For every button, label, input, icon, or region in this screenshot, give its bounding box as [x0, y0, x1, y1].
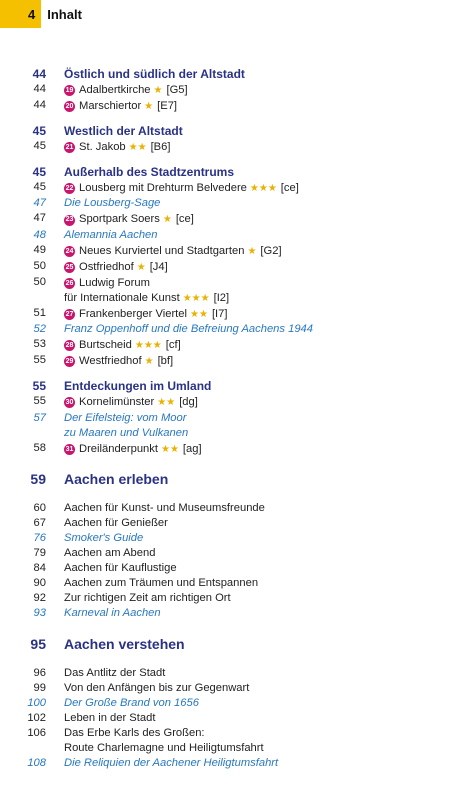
page-ref: 95: [30, 635, 46, 652]
toc-entry[interactable]: [0, 756, 451, 771]
entry-title: Ludwig Forum: [79, 276, 150, 289]
page-ref: 45: [32, 124, 46, 139]
page-ref: 45: [33, 140, 46, 153]
toc-entry[interactable]: [0, 426, 451, 441]
entry-title: Karneval in Aachen: [64, 607, 161, 620]
entry-text-group: [64, 66, 245, 82]
entry-text-group: [64, 606, 161, 621]
section-spacer: [0, 488, 451, 501]
entry-text-group: [64, 591, 231, 606]
entry-text-group: [64, 123, 183, 139]
entry-title: Alemannia Aachen: [64, 228, 158, 241]
page-ref: 44: [32, 67, 46, 81]
page-ref: 100: [27, 696, 46, 709]
rating-stars: ★★★: [134, 340, 162, 352]
toc-entry[interactable]: [0, 322, 451, 337]
entry-text-group: [64, 260, 168, 275]
entry-text-group: [64, 576, 258, 591]
page-header: [0, 0, 82, 28]
entry-title: Die Reliquien der Aachener Heiligtumsfahrt: [64, 757, 279, 770]
entry-title: Marschiertor: [79, 100, 142, 113]
entry-title: Franz Oppenhoff und die Befreiung Aachens 1944: [64, 323, 313, 336]
map-grid-ref: [bf]: [157, 355, 174, 368]
entry-title: Smoker's Guide: [64, 531, 144, 544]
entry-title: Von den Anfängen bis zur Gegenwart: [64, 681, 250, 694]
section-spacer: [0, 114, 451, 123]
map-grid-ref: [cf]: [165, 339, 181, 352]
entry-text-group: [64, 470, 168, 488]
entry-text-group: [64, 140, 170, 155]
sight-number-badge: 20: [64, 101, 75, 112]
map-grid-ref: [dg]: [179, 396, 198, 409]
page-ref: 84: [33, 562, 46, 575]
toc-entry[interactable]: [0, 275, 451, 291]
rating-stars: ★★: [128, 142, 147, 154]
rating-stars: ★★: [157, 397, 176, 409]
rating-stars: ★: [162, 214, 172, 226]
entry-text-group: [64, 354, 173, 369]
entry-text-group: [64, 83, 188, 98]
entry-text-group: [64, 426, 188, 441]
page-ref: 55: [33, 395, 46, 408]
entry-text-group: [64, 635, 185, 653]
entry-text-group: [64, 99, 177, 114]
toc-entry[interactable]: [0, 591, 451, 606]
map-grid-ref: [G5]: [166, 84, 188, 96]
map-grid-ref: [ce]: [280, 182, 299, 195]
page-ref: 96: [33, 666, 46, 679]
entry-title: Sportpark Soers: [79, 213, 160, 226]
entry-title: Zur richtigen Zeit am richtigen Ort: [64, 592, 231, 605]
sight-number-badge: 28: [64, 340, 75, 351]
entry-text-group: [64, 501, 265, 516]
entry-text-group: [64, 244, 282, 259]
entry-text-group: [64, 276, 150, 291]
page-ref: 55: [32, 379, 46, 394]
toc-entry[interactable]: [0, 228, 451, 243]
page-ref: 50: [33, 275, 46, 288]
entry-text-group: [64, 666, 165, 681]
entry-title: Der Eifelsteig: vom Moor: [64, 411, 187, 424]
entry-title: Östlich und südlich der Altstadt: [64, 67, 245, 81]
entry-title: Entdeckungen im Umland: [64, 379, 212, 394]
entry-title: Ostfriedhof: [79, 260, 134, 273]
map-grid-ref: [ag]: [182, 442, 202, 455]
entry-text-group: [64, 228, 158, 243]
entry-title: Das Antlitz der Stadt: [64, 666, 166, 679]
map-grid-ref: [I7]: [211, 308, 228, 321]
sight-number-badge: 26: [64, 278, 75, 289]
entry-title: Aachen am Abend: [64, 547, 156, 560]
page-ref: 67: [33, 516, 46, 529]
entry-text-group: [64, 531, 143, 546]
rating-stars: ★: [136, 261, 146, 273]
entry-title: Aachen für Kauflustige: [64, 562, 177, 575]
entry-text-group: [64, 756, 278, 771]
entry-title: Westfriedhof: [79, 355, 142, 368]
toc-section-heading[interactable]: [0, 378, 451, 394]
entry-title: Aachen erleben: [64, 470, 169, 487]
map-grid-ref: [I2]: [213, 291, 230, 304]
toc-entry[interactable]: [0, 337, 451, 353]
page-title: Inhalt: [47, 6, 82, 22]
page-ref: 44: [33, 83, 46, 95]
entry-text-group: [64, 711, 155, 726]
entry-text-group: [64, 681, 249, 696]
page-ref: 93: [33, 607, 46, 620]
toc-entry[interactable]: [0, 531, 451, 546]
page-ref: 99: [33, 681, 46, 694]
toc-entry[interactable]: [0, 196, 451, 211]
entry-text-group: [64, 181, 299, 196]
toc-entry[interactable]: [0, 306, 451, 322]
map-grid-ref: [E7]: [157, 100, 178, 113]
entry-title: Route Charlemagne und Heiligtumsfahrt: [64, 742, 264, 754]
entry-title: Die Lousberg-Sage: [64, 197, 161, 210]
map-grid-ref: [ce]: [175, 213, 194, 226]
page-ref: 51: [33, 307, 46, 320]
entry-text-group: [64, 516, 168, 531]
toc-entry[interactable]: [0, 411, 451, 426]
page-ref: 50: [33, 259, 46, 272]
toc-entry[interactable]: [0, 82, 451, 98]
toc-entry[interactable]: [0, 726, 451, 741]
rating-stars: ★★★: [249, 183, 277, 195]
toc-section-heading[interactable]: [0, 123, 451, 139]
entry-text-group: [64, 164, 234, 180]
sight-number-badge: 22: [64, 183, 75, 194]
page-ref: 76: [33, 531, 46, 544]
entry-text-group: [64, 322, 313, 337]
entry-text-group: [64, 546, 155, 561]
map-grid-ref: [B6]: [150, 141, 171, 154]
entry-title: für Internationale Kunst: [64, 291, 180, 304]
entry-title: Neues Kurviertel und Stadtgarten: [79, 244, 245, 257]
entry-title: Aachen verstehen: [64, 635, 185, 652]
page-ref: 47: [33, 197, 46, 210]
page-ref: 102: [27, 711, 46, 724]
page-ref: 47: [33, 212, 46, 225]
entry-text-group: [64, 291, 229, 306]
toc-section-heading[interactable]: [0, 635, 451, 653]
toc-entry[interactable]: [0, 711, 451, 726]
page-ref: 53: [33, 338, 46, 351]
entry-text-group: [64, 561, 177, 576]
page-ref: 60: [33, 501, 46, 514]
entry-title: St. Jakob: [79, 141, 126, 154]
toc-entry[interactable]: [0, 394, 451, 410]
page-ref: 48: [33, 228, 46, 241]
section-spacer: [0, 369, 451, 378]
page-ref: 108: [27, 757, 46, 770]
sight-number-badge: 24: [64, 246, 75, 257]
sight-number-badge: 27: [64, 309, 75, 320]
toc-entry[interactable]: [0, 741, 451, 756]
entry-title: Der Große Brand von 1656: [64, 696, 199, 709]
page-ref: 57: [33, 411, 46, 424]
page-ref: 106: [27, 726, 46, 739]
sight-number-badge: 30: [64, 397, 75, 408]
map-grid-ref: [J4]: [149, 260, 168, 273]
entry-title: Leben in der Stadt: [64, 711, 156, 724]
map-grid-ref: [G2]: [260, 244, 282, 257]
entry-title: Lousberg mit Drehturm Belvedere: [79, 182, 247, 195]
page-number: 4: [28, 6, 36, 22]
entry-title: Aachen zum Träumen und Entspannen: [64, 577, 259, 590]
page-ref: 90: [33, 577, 46, 590]
toc-entry[interactable]: [0, 259, 451, 275]
entry-text-group: [64, 741, 264, 756]
entry-title: zu Maaren und Vulkanen: [64, 426, 189, 439]
toc-entry[interactable]: [0, 180, 451, 196]
entry-title: Burtscheid: [79, 339, 132, 352]
page-ref: 55: [33, 354, 46, 367]
toc-section-heading[interactable]: [0, 470, 451, 488]
page-ref: 52: [33, 323, 46, 336]
page-ref: 79: [33, 547, 46, 560]
toc-entry[interactable]: [0, 666, 451, 681]
toc-entry[interactable]: [0, 441, 451, 457]
entry-text-group: [64, 212, 194, 227]
toc-entry[interactable]: [0, 516, 451, 531]
page-ref: 59: [30, 470, 46, 487]
entry-title: Das Erbe Karls des Großen:: [64, 726, 205, 739]
entry-text-group: [64, 338, 181, 353]
rating-stars: ★: [144, 356, 154, 368]
rating-stars: ★★: [190, 309, 208, 321]
sight-number-badge: 29: [64, 356, 75, 367]
page-ref: 45: [33, 181, 46, 194]
entry-text-group: [64, 726, 205, 741]
toc-entry[interactable]: [0, 501, 451, 516]
sight-number-badge: 19: [64, 85, 75, 96]
rating-stars: ★: [144, 101, 154, 113]
toc-entry[interactable]: [0, 606, 451, 621]
toc-section-heading[interactable]: [0, 164, 451, 180]
rating-stars: ★: [153, 85, 163, 96]
section-spacer: [0, 622, 451, 635]
entry-title: Aachen für Kunst- und Museumsfreunde: [64, 501, 265, 514]
page-ref: 92: [33, 592, 46, 605]
entry-title: Außerhalb des Stadtzentrums: [64, 165, 235, 180]
entry-text-group: [64, 378, 211, 394]
entry-text-group: [64, 307, 227, 322]
toc-entry[interactable]: [0, 561, 451, 576]
entry-title: Adalbertkirche: [79, 84, 151, 96]
entry-title: Frankenberger Viertel: [79, 308, 187, 321]
rating-stars: ★★★: [182, 292, 210, 304]
toc-entry[interactable]: [0, 291, 451, 306]
sight-number-badge: 31: [64, 444, 75, 455]
section-spacer: [0, 653, 451, 666]
entry-title: Aachen für Genießer: [64, 516, 168, 529]
toc-entry[interactable]: [0, 696, 451, 711]
toc-entry[interactable]: [0, 681, 451, 696]
toc-section-heading[interactable]: [0, 66, 451, 82]
entry-text-group: [64, 196, 160, 211]
sight-number-badge: 21: [64, 142, 75, 153]
rating-stars: ★: [247, 245, 257, 257]
entry-title: Dreiländerpunkt: [79, 442, 158, 455]
toc-entry[interactable]: [0, 139, 451, 155]
page-ref: 44: [33, 99, 46, 112]
page-ref: 45: [32, 165, 46, 180]
rating-stars: ★★: [160, 443, 179, 455]
entry-title: Kornelimünster: [79, 396, 155, 409]
section-spacer: [0, 155, 451, 164]
entry-text-group: [64, 696, 199, 711]
entry-title: Westlich der Altstadt: [64, 124, 183, 139]
header-tab: [0, 0, 41, 28]
sight-number-badge: 25: [64, 262, 75, 273]
entry-text-group: [64, 442, 202, 457]
toc-entry[interactable]: [0, 546, 451, 561]
sight-number-badge: 23: [64, 215, 75, 226]
toc-entry[interactable]: [0, 98, 451, 114]
toc-entry[interactable]: [0, 353, 451, 369]
entry-text-group: [64, 411, 186, 426]
toc-entry[interactable]: [0, 576, 451, 591]
page-ref: 49: [33, 243, 46, 256]
toc-entry[interactable]: [0, 243, 451, 259]
toc-entry[interactable]: [0, 211, 451, 227]
entry-text-group: [64, 395, 198, 410]
section-spacer: [0, 457, 451, 470]
table-of-contents: [0, 66, 451, 771]
page-ref: 58: [33, 441, 46, 454]
